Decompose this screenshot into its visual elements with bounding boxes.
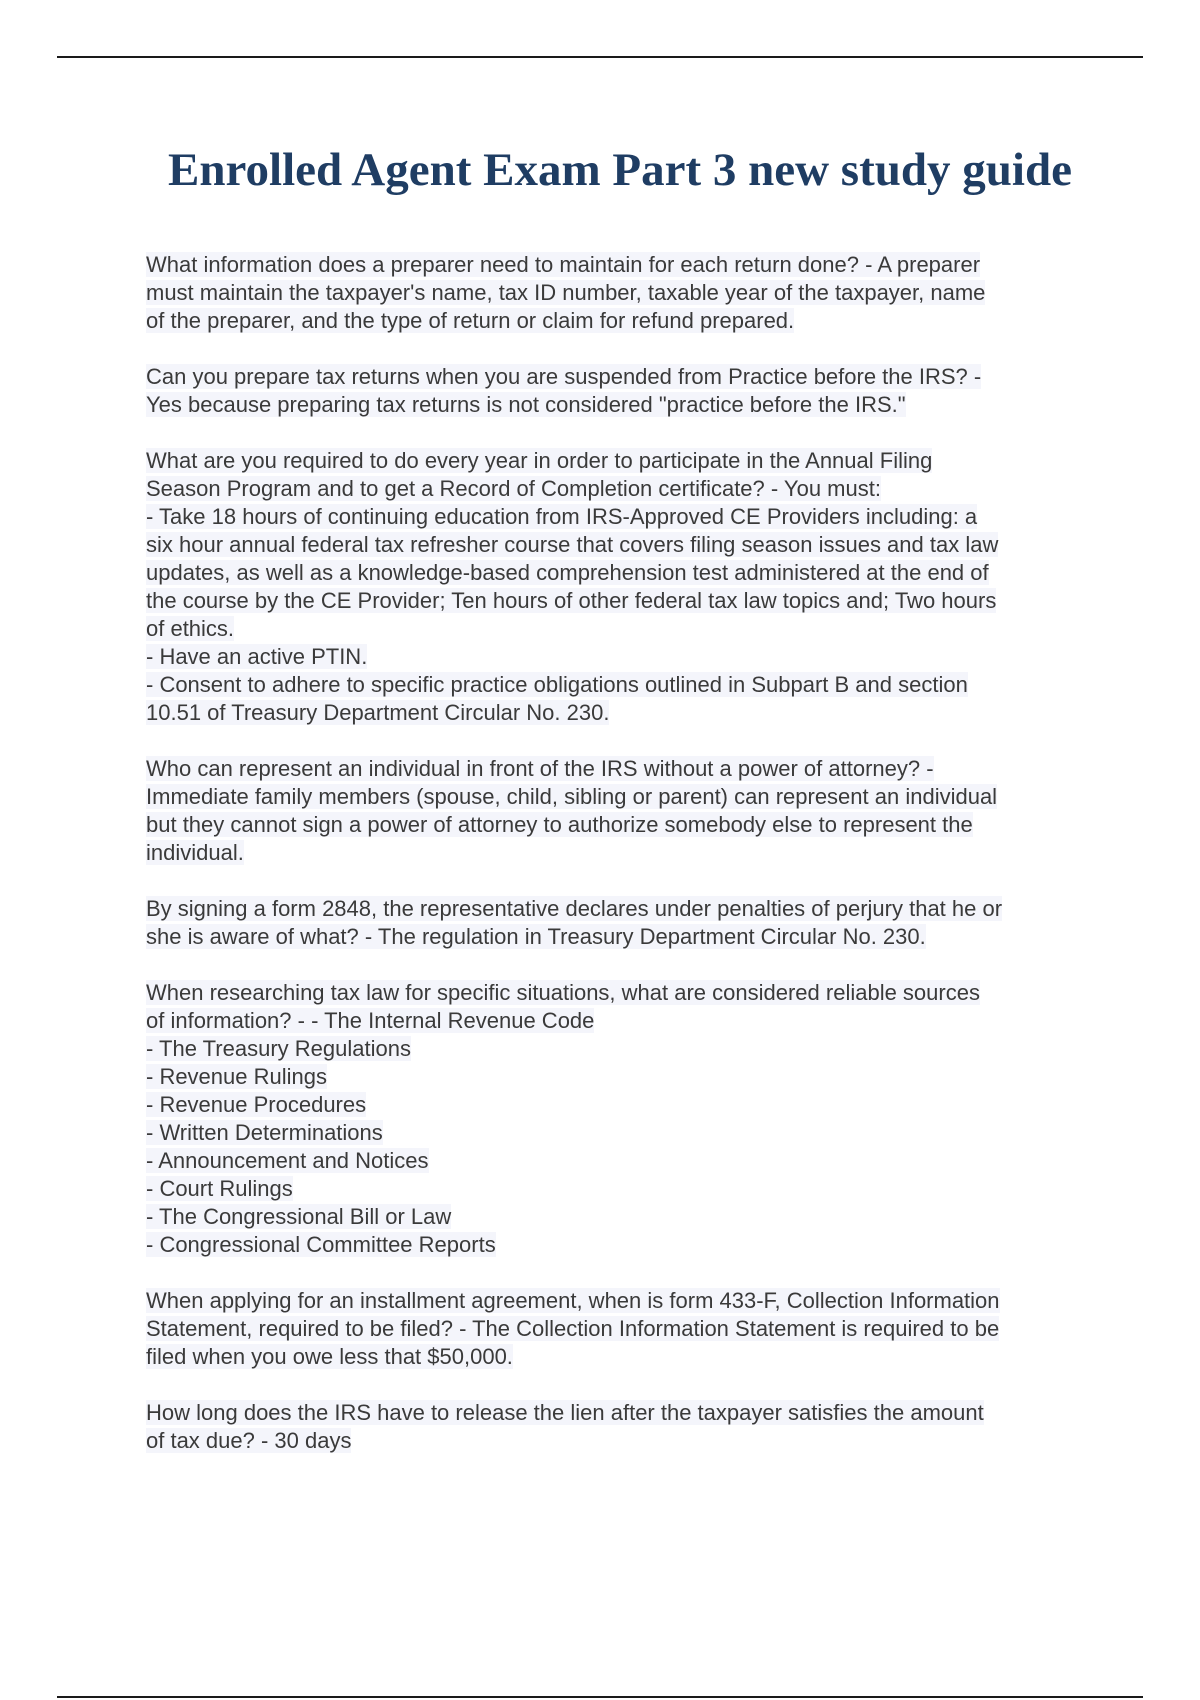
text-line: When researching tax law for specific situations, what are considered reliable sources [146,980,980,1005]
text-line: What are you required to do every year in order to participate in the Annual Filing [146,448,933,473]
qa-entry [146,363,1096,419]
text-line: individual. [146,840,244,865]
text-line: - Revenue Procedures [146,1092,367,1117]
text-line: updates, as well as a knowledge-based comprehension test administered at the end of [146,560,989,585]
text-line: What information does a preparer need to maintain for each return done? - A preparer [146,252,981,277]
text-line: but they cannot sign a power of attorney to authorize somebody else to represent the [146,812,973,837]
text-line: Yes because preparing tax returns is not considered "practice before the IRS." [146,392,906,417]
text-line: of ethics. [146,616,235,641]
text-line: - The Congressional Bill or Law [146,1204,452,1229]
text-line: filed when you owe less that $50,000. [146,1344,513,1369]
text-line: - Congressional Committee Reports [146,1232,496,1257]
text-line: of information? - - The Internal Revenue Code [146,1008,595,1033]
text-line: Can you prepare tax returns when you are suspended from Practice before the IRS? - [146,364,982,389]
qa-entry [146,755,1096,867]
qa-list [146,251,1096,1483]
text-line: Season Program and to get a Record of Completion certificate? - You must: [146,476,881,501]
text-line: Immediate family members (spouse, child, sibling or parent) can represent an individual [146,784,998,809]
text-line: six hour annual federal tax refresher course that covers filing season issues and tax law [146,532,999,557]
text-line: the course by the CE Provider; Ten hours of other federal tax law topics and; Two hours [146,588,997,613]
text-line: When applying for an installment agreement, when is form 433-F, Collection Information [146,1288,1000,1313]
text-line: - Court Rulings [146,1176,293,1201]
text-line: Who can represent an individual in front of the IRS without a power of attorney? - [146,756,934,781]
text-line: of the preparer, and the type of return or claim for refund prepared. [146,308,795,333]
header-rule [57,56,1143,58]
text-line: of tax due? - 30 days [146,1428,352,1453]
text-line: By signing a form 2848, the representative declares under penalties of perjury that he or [146,896,1003,921]
text-line: - Take 18 hours of continuing education from IRS-Approved CE Providers including: a [146,504,978,529]
text-line: 10.51 of Treasury Department Circular No. 230. [146,700,610,725]
text-line: - Revenue Rulings [146,1064,327,1089]
footer-rule [57,1696,1143,1698]
qa-entry [146,979,1096,1259]
text-line: she is aware of what? - The regulation in Treasury Department Circular No. 230. [146,924,926,949]
text-line: How long does the IRS have to release the lien after the taxpayer satisfies the amount [146,1400,984,1425]
document-title: Enrolled Agent Exam Part 3 new study guide [168,144,1072,196]
qa-entry [146,447,1096,727]
text-line: - Have an active PTIN. [146,644,368,669]
text-line: - Announcement and Notices [146,1148,429,1173]
text-line: Statement, required to be filed? - The Collection Information Statement is required to be [146,1316,1000,1341]
qa-entry [146,1287,1096,1371]
text-line: - Consent to adhere to specific practice obligations outlined in Subpart B and section [146,672,968,697]
qa-entry [146,1399,1096,1455]
qa-entry [146,251,1096,335]
text-line: - The Treasury Regulations [146,1036,411,1061]
qa-entry [146,895,1096,951]
text-line: - Written Determinations [146,1120,383,1145]
text-line: must maintain the taxpayer's name, tax ID number, taxable year of the taxpayer, name [146,280,986,305]
